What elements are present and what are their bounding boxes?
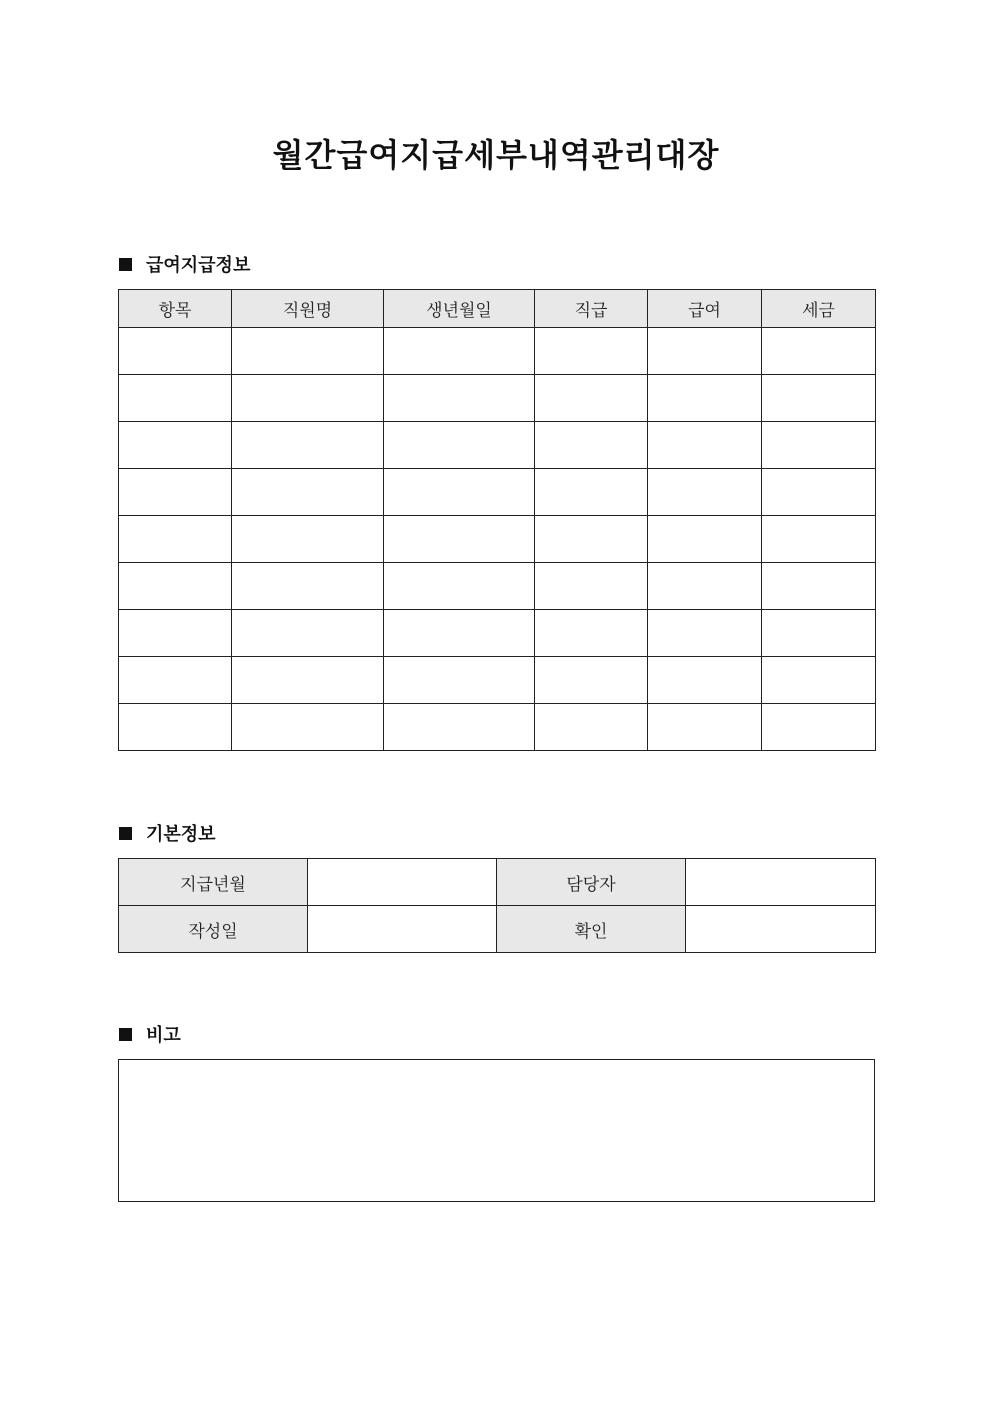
- table-cell[interactable]: [119, 657, 232, 704]
- table-cell[interactable]: [119, 610, 232, 657]
- table-cell[interactable]: [232, 610, 384, 657]
- table-cell[interactable]: [119, 516, 232, 563]
- table-cell[interactable]: [762, 563, 876, 610]
- table-cell[interactable]: [535, 657, 648, 704]
- table-header-row: [119, 290, 876, 328]
- square-bullet-icon: [119, 1028, 132, 1041]
- table-cell[interactable]: [535, 375, 648, 422]
- column-header-birth-date: 생년월일: [384, 290, 535, 328]
- table-cell[interactable]: [384, 610, 535, 657]
- table-cell[interactable]: [648, 563, 762, 610]
- written-date-label: 작성일: [119, 906, 308, 953]
- table-cell[interactable]: [119, 328, 232, 375]
- table-row: [119, 469, 876, 516]
- table-row: [119, 422, 876, 469]
- table-cell[interactable]: [384, 422, 535, 469]
- table-cell[interactable]: [762, 328, 876, 375]
- basic-section-heading: [119, 821, 216, 845]
- table-cell[interactable]: [648, 422, 762, 469]
- table-cell[interactable]: [648, 375, 762, 422]
- table-row: [119, 704, 876, 751]
- table-row: [119, 375, 876, 422]
- table-cell[interactable]: [535, 328, 648, 375]
- table-cell[interactable]: [535, 610, 648, 657]
- table-cell[interactable]: [384, 375, 535, 422]
- table-cell[interactable]: [232, 422, 384, 469]
- written-date-field[interactable]: [308, 906, 497, 953]
- table-cell[interactable]: [762, 704, 876, 751]
- column-header-tax: 세금: [762, 290, 876, 328]
- table-cell[interactable]: [648, 657, 762, 704]
- table-row: [119, 610, 876, 657]
- square-bullet-icon: [119, 827, 132, 840]
- table-cell[interactable]: [648, 516, 762, 563]
- table-row: [119, 328, 876, 375]
- table-row: [119, 563, 876, 610]
- manager-label: 담당자: [497, 859, 686, 906]
- table-cell[interactable]: [384, 704, 535, 751]
- table-cell[interactable]: [384, 563, 535, 610]
- pay-section-heading: [119, 252, 250, 276]
- table-cell[interactable]: [648, 328, 762, 375]
- column-header-item: 항목: [119, 290, 232, 328]
- table-cell[interactable]: [535, 469, 648, 516]
- pay-info-table: [118, 289, 876, 751]
- table-cell[interactable]: [648, 469, 762, 516]
- table-cell[interactable]: [232, 704, 384, 751]
- table-cell[interactable]: [119, 375, 232, 422]
- column-header-employee-name: 직원명: [232, 290, 384, 328]
- table-cell[interactable]: [535, 704, 648, 751]
- basic-info-table: [118, 858, 876, 953]
- table-cell[interactable]: [384, 516, 535, 563]
- table-cell[interactable]: [119, 422, 232, 469]
- table-cell[interactable]: [119, 469, 232, 516]
- table-cell[interactable]: [384, 469, 535, 516]
- table-cell[interactable]: [232, 563, 384, 610]
- table-cell[interactable]: [535, 516, 648, 563]
- table-cell[interactable]: [648, 610, 762, 657]
- table-cell[interactable]: [535, 422, 648, 469]
- table-cell[interactable]: [648, 704, 762, 751]
- page-title: 월간급여지급세부내역관리대장: [272, 136, 720, 174]
- table-cell[interactable]: [762, 375, 876, 422]
- table-cell[interactable]: [762, 422, 876, 469]
- table-cell[interactable]: [762, 610, 876, 657]
- table-cell[interactable]: [119, 704, 232, 751]
- column-header-position: 직급: [535, 290, 648, 328]
- pay-month-field[interactable]: [308, 859, 497, 906]
- table-cell[interactable]: [232, 328, 384, 375]
- confirm-field[interactable]: [686, 906, 876, 953]
- table-cell[interactable]: [119, 563, 232, 610]
- remarks-section-title: 비고: [146, 1025, 181, 1046]
- table-cell[interactable]: [232, 469, 384, 516]
- table-cell[interactable]: [762, 657, 876, 704]
- table-cell[interactable]: [232, 516, 384, 563]
- table-cell[interactable]: [232, 657, 384, 704]
- pay-section-title: 급여지급정보: [146, 255, 251, 276]
- table-cell[interactable]: [762, 469, 876, 516]
- confirm-label: 확인: [497, 906, 686, 953]
- table-cell[interactable]: [762, 516, 876, 563]
- table-row: [119, 657, 876, 704]
- table-cell[interactable]: [384, 657, 535, 704]
- pay-month-label: 지급년월: [119, 859, 308, 906]
- remarks-section-heading: [119, 1022, 181, 1046]
- manager-field[interactable]: [686, 859, 876, 906]
- table-row: [119, 516, 876, 563]
- table-cell[interactable]: [535, 563, 648, 610]
- square-bullet-icon: [119, 258, 132, 271]
- table-row: [119, 859, 876, 906]
- remarks-field[interactable]: [118, 1059, 875, 1202]
- column-header-salary: 급여: [648, 290, 762, 328]
- table-row: [119, 906, 876, 953]
- basic-section-title: 기본정보: [146, 824, 216, 845]
- table-cell[interactable]: [384, 328, 535, 375]
- table-cell[interactable]: [232, 375, 384, 422]
